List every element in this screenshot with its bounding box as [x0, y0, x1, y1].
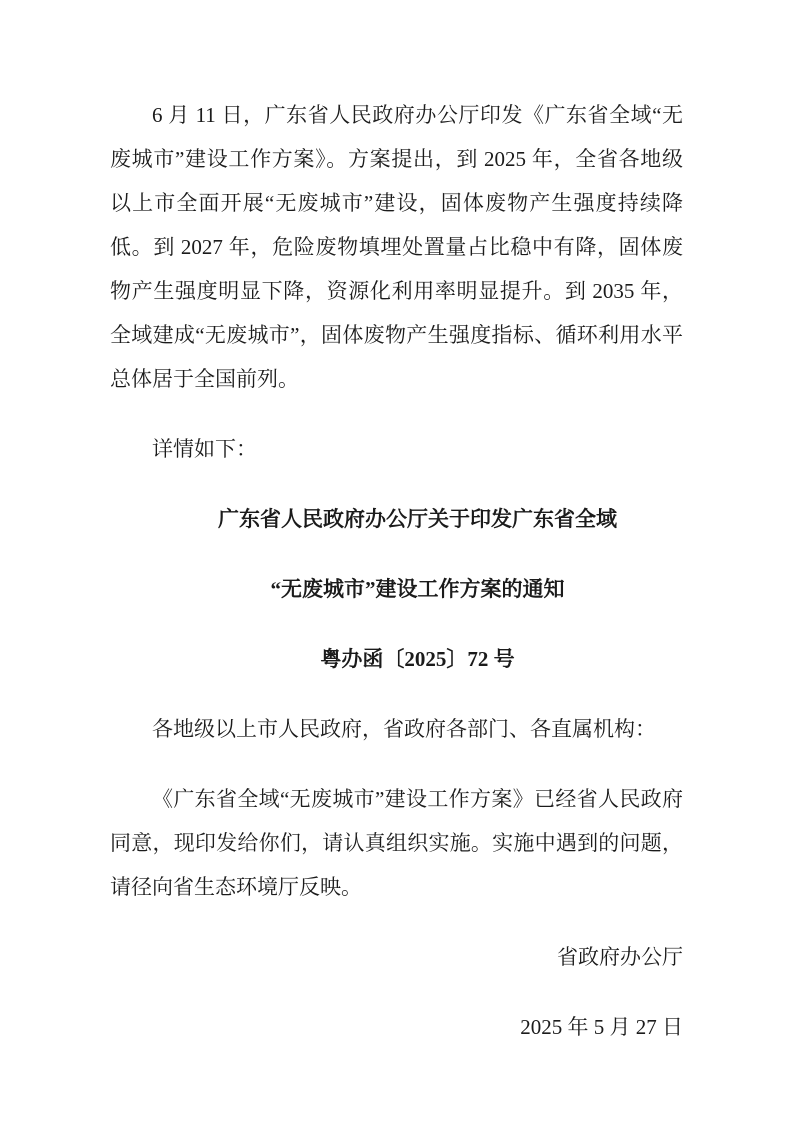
doc-title-line2: “无废城市”建设工作方案的通知 — [270, 577, 565, 601]
signature: 省政府办公厅 — [557, 945, 683, 969]
details-label: 详情如下： — [152, 437, 257, 461]
doc-number: 粤办函〔2025〕72 号 — [320, 647, 515, 671]
body-paragraph: 《广东省全域“无废城市”建设工作方案》已经省人民政府同意，现印发给你们，请认真组织实施。实施中遇到的问题，请径向省生态环境厅反映。 — [110, 787, 683, 899]
intro-paragraph: 6 月 11 日，广东省人民政府办公厅印发《广东省全域“无废城市”建设工作方案》。方案提出，到 2025 年，全省各地级以上市全面开展“无废城市”建设，固体废物产生强度持续降低。到 2027 年，危险废物填埋处置量占比稳中有降，固体废物产生强度明显下降，资源化利用率明显提升。到 2035 年，全域建成“无废城市”，固体废物产生强度指标、循环利用水平总体居于全国前列。 — [110, 103, 683, 391]
salutation: 各地级以上市人民政府，省政府各部门、各直属机构： — [152, 717, 656, 741]
doc-title-line1: 广东省人民政府办公厅关于印发广东省全域 — [218, 507, 617, 531]
date-line: 2025 年 5 月 27 日 — [520, 1015, 683, 1039]
